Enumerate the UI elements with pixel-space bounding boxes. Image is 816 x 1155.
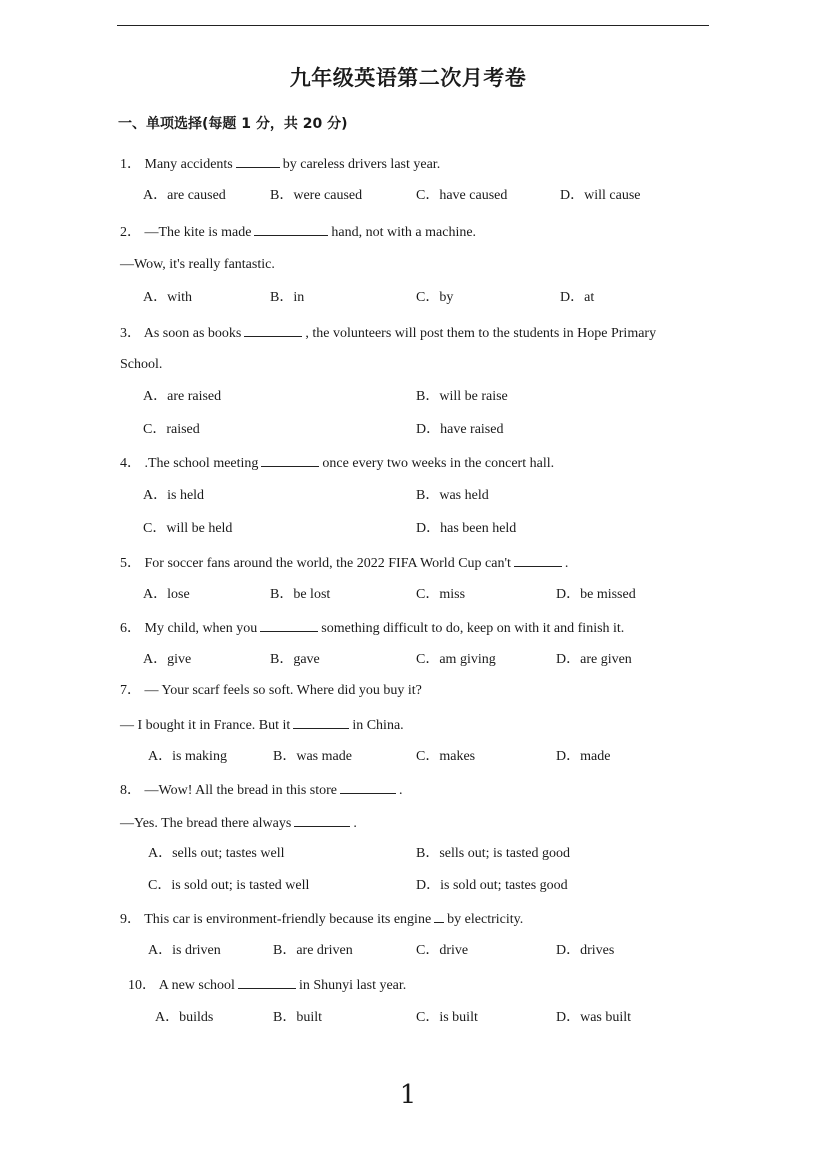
page-number: 1 xyxy=(399,1080,417,1110)
option-d: D．has been held xyxy=(416,521,517,536)
option-a: A．are caused xyxy=(143,188,226,203)
page-title: 九年级英语第二次月考卷 xyxy=(289,66,527,90)
question-10: 10． A new school in Shunyi last year. xyxy=(128,975,406,995)
answer-blank xyxy=(238,975,296,989)
option-c: C．will be held xyxy=(143,521,233,536)
answer-blank xyxy=(244,323,302,337)
option-b: B．in xyxy=(270,290,305,305)
answer-blank xyxy=(236,154,280,168)
answer-blank xyxy=(254,222,328,236)
question-4: 4． .The school meeting once every two weeks in the concert hall. xyxy=(120,453,554,473)
option-d: D．made xyxy=(556,749,611,764)
answer-blank xyxy=(514,553,562,567)
answer-blank xyxy=(434,909,444,923)
option-d: D．is sold out; tastes good xyxy=(416,878,568,893)
option-c: C．by xyxy=(416,290,454,305)
answer-blank xyxy=(293,715,349,729)
option-b: B．gave xyxy=(270,652,320,667)
option-c: C．miss xyxy=(416,587,466,602)
option-d: D．will cause xyxy=(560,188,641,203)
question-2: 2． —The kite is made hand, not with a machine. xyxy=(120,222,476,242)
question-8-response: —Yes. The bread there always . xyxy=(120,813,357,833)
option-b: B．are driven xyxy=(273,943,353,958)
option-d: D．are given xyxy=(556,652,632,667)
option-a: A．is making xyxy=(148,749,227,764)
answer-blank xyxy=(294,813,350,827)
option-c: C．am giving xyxy=(416,652,496,667)
answer-blank xyxy=(340,780,396,794)
option-d: D．drives xyxy=(556,943,615,958)
question-9: 9． This car is environment-friendly because its engine by electricity. xyxy=(120,909,523,929)
question-5: 5． For soccer fans around the world, the 2022 FIFA World Cup can't . xyxy=(120,553,568,573)
option-b: B．built xyxy=(273,1010,323,1025)
option-d: D．at xyxy=(560,290,595,305)
top-rule xyxy=(117,25,709,26)
option-d: D．was built xyxy=(556,1010,632,1025)
option-a: A．lose xyxy=(143,587,190,602)
option-a: A．with xyxy=(143,290,192,305)
option-c: C．makes xyxy=(416,749,476,764)
option-b: B．were caused xyxy=(270,188,363,203)
option-c: C．have caused xyxy=(416,188,508,203)
question-8: 8． —Wow! All the bread in this store . xyxy=(120,780,403,800)
option-d: D．be missed xyxy=(556,587,636,602)
option-a: A．are raised xyxy=(143,389,222,404)
question-1: 1． Many accidents by careless drivers last year. xyxy=(120,154,440,174)
option-c: C．drive xyxy=(416,943,469,958)
option-b: B．sells out; is tasted good xyxy=(416,846,570,861)
option-a: A．give xyxy=(143,652,192,667)
answer-blank xyxy=(260,618,318,632)
question-3: 3． As soon as books , the volunteers will post them to the students in Hope Primary xyxy=(120,323,656,343)
option-b: B．will be raise xyxy=(416,389,508,404)
option-c: C．is sold out; is tasted well xyxy=(148,878,310,893)
option-c: C．raised xyxy=(143,422,200,437)
answer-blank xyxy=(261,453,319,467)
question-7-response: — I bought it in France. But it in China. xyxy=(120,715,404,735)
question-6: 6． My child, when you something difficult to do, keep on with it and finish it. xyxy=(120,618,624,638)
option-a: A．builds xyxy=(155,1010,214,1025)
question-7: 7． — Your scarf feels so soft. Where did you buy it? xyxy=(120,683,422,698)
option-b: B．was made xyxy=(273,749,352,764)
option-c: C．is built xyxy=(416,1010,478,1025)
option-a: A．is driven xyxy=(148,943,221,958)
section-heading: 一、单项选择(每题 1 分，共 20 分) xyxy=(118,116,348,132)
option-a: A．sells out; tastes well xyxy=(148,846,285,861)
option-d: D．have raised xyxy=(416,422,504,437)
option-a: A．is held xyxy=(143,488,205,503)
question-3-continued: School. xyxy=(120,357,163,372)
option-b: B．be lost xyxy=(270,587,331,602)
option-b: B．was held xyxy=(416,488,489,503)
question-2-response: —Wow, it's really fantastic. xyxy=(120,257,275,272)
